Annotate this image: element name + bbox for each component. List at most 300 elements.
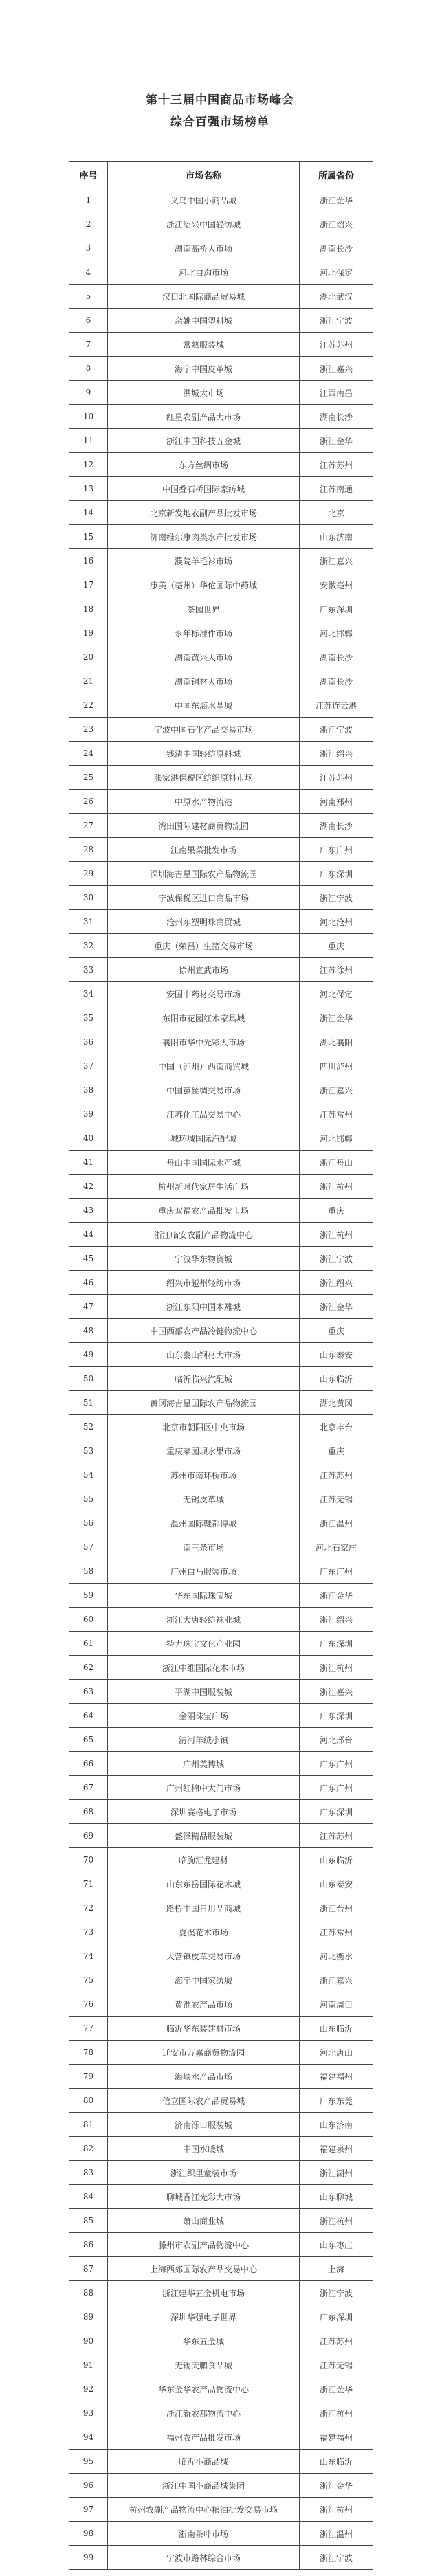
cell-rank: 7 xyxy=(69,333,108,357)
cell-rank: 95 xyxy=(69,2450,108,2474)
cell-market-name: 中国叠石桥国际家纺城 xyxy=(108,477,300,501)
cell-rank: 85 xyxy=(69,2209,108,2233)
cell-rank: 33 xyxy=(69,958,108,982)
table-row xyxy=(69,1126,373,1151)
cell-rank: 18 xyxy=(69,597,108,621)
cell-province: 山东临沂 xyxy=(300,1367,373,1391)
table-row xyxy=(69,1151,373,1175)
cell-rank: 64 xyxy=(69,1704,108,1728)
cell-market-name: 山东东岳国际花木城 xyxy=(108,1872,300,1896)
cell-province: 山东枣庄 xyxy=(300,2233,373,2257)
table-row xyxy=(69,549,373,573)
table-row xyxy=(69,2257,373,2281)
table-row xyxy=(69,1944,373,1968)
cell-province: 湖北武汉 xyxy=(300,285,373,309)
table-row xyxy=(69,573,373,597)
table-header-row xyxy=(69,162,373,188)
cell-market-name: 东阳市花园红木家具城 xyxy=(108,1006,300,1030)
cell-market-name: 义乌中国小商品城 xyxy=(108,188,300,212)
cell-province: 浙江嘉兴 xyxy=(300,1078,373,1102)
cell-province: 河北保定 xyxy=(300,982,373,1006)
cell-market-name: 杭州新时代家居生活广场 xyxy=(108,1175,300,1199)
table-row xyxy=(69,1559,373,1584)
cell-market-name: 余姚中国塑料城 xyxy=(108,309,300,333)
cell-market-name: 绍兴市越州轻纺市场 xyxy=(108,1271,300,1295)
cell-market-name: 东方丝绸市场 xyxy=(108,453,300,477)
table-row xyxy=(69,862,373,886)
cell-province: 江苏连云港 xyxy=(300,693,373,718)
table-row xyxy=(69,1896,373,1920)
cell-market-name: 红星农副产品大市场 xyxy=(108,405,300,429)
cell-market-name: 临沂临兴汽配城 xyxy=(108,1367,300,1391)
table-row xyxy=(69,2522,373,2546)
cell-market-name: 滕州市农副产品物流中心 xyxy=(108,2233,300,2257)
cell-market-name: 宁波华东物资城 xyxy=(108,1247,300,1271)
cell-rank: 43 xyxy=(69,1199,108,1223)
cell-province: 江苏苏州 xyxy=(300,1463,373,1487)
cell-province: 浙江金华 xyxy=(300,188,373,212)
cell-market-name: 茶园世界 xyxy=(108,597,300,621)
table-row xyxy=(69,597,373,621)
cell-rank: 97 xyxy=(69,2498,108,2522)
cell-market-name: 安国中药材交易市场 xyxy=(108,982,300,1006)
cell-rank: 98 xyxy=(69,2522,108,2546)
cell-province: 河北邯郸 xyxy=(300,1126,373,1151)
cell-market-name: 黄淮农产品市场 xyxy=(108,1992,300,2017)
cell-province: 广东东莞 xyxy=(300,2089,373,2113)
cell-market-name: 常熟服装城 xyxy=(108,333,300,357)
cell-rank: 41 xyxy=(69,1151,108,1175)
table-row xyxy=(69,2498,373,2522)
table-row xyxy=(69,1824,373,1848)
cell-rank: 99 xyxy=(69,2546,108,2570)
table-row xyxy=(69,1271,373,1295)
cell-province: 山东泰安 xyxy=(300,1872,373,1896)
cell-market-name: 城环城国际汽配城 xyxy=(108,1126,300,1151)
cell-province: 安徽亳州 xyxy=(300,573,373,597)
cell-rank: 92 xyxy=(69,2377,108,2401)
cell-rank: 79 xyxy=(69,2065,108,2089)
table-row xyxy=(69,501,373,525)
cell-market-name: 河北白沟市场 xyxy=(108,260,300,285)
cell-rank: 94 xyxy=(69,2425,108,2450)
cell-market-name: 特力珠宝文化产业园 xyxy=(108,1632,300,1656)
cell-province: 浙江金华 xyxy=(300,429,373,453)
cell-rank: 58 xyxy=(69,1559,108,1584)
table-row xyxy=(69,1295,373,1319)
cell-market-name: 湾田国际建材商贸物流园 xyxy=(108,814,300,838)
table-row xyxy=(69,309,373,333)
table-row xyxy=(69,838,373,862)
cell-province: 浙江宁波 xyxy=(300,718,373,742)
cell-market-name: 大营镇皮草交易市场 xyxy=(108,1944,300,1968)
table-row xyxy=(69,1223,373,1247)
table-row xyxy=(69,1102,373,1126)
table-row xyxy=(69,2329,373,2353)
table-row xyxy=(69,1776,373,1800)
cell-rank: 69 xyxy=(69,1824,108,1848)
cell-market-name: 广州红棉中大门市场 xyxy=(108,1776,300,1800)
cell-rank: 84 xyxy=(69,2185,108,2209)
cell-rank: 10 xyxy=(69,405,108,429)
table-row xyxy=(69,2161,373,2185)
cell-market-name: 清河羊绒小镇 xyxy=(108,1728,300,1752)
cell-rank: 32 xyxy=(69,934,108,958)
cell-market-name: 浙江东阳中国木雕城 xyxy=(108,1295,300,1319)
cell-rank: 4 xyxy=(69,260,108,285)
cell-market-name: 徐州宣武市场 xyxy=(108,958,300,982)
cell-province: 湖北襄阳 xyxy=(300,1030,373,1054)
table-row xyxy=(69,2041,373,2065)
cell-province: 广东广州 xyxy=(300,1752,373,1776)
cell-market-name: 北京新发地农副产品批发市场 xyxy=(108,501,300,525)
cell-rank: 20 xyxy=(69,645,108,669)
cell-rank: 22 xyxy=(69,693,108,718)
cell-rank: 81 xyxy=(69,2113,108,2137)
cell-province: 江苏苏州 xyxy=(300,453,373,477)
cell-province: 浙江嘉兴 xyxy=(300,357,373,381)
table-row xyxy=(69,2401,373,2425)
cell-province: 山东临沂 xyxy=(300,2450,373,2474)
cell-rank: 90 xyxy=(69,2329,108,2353)
cell-market-name: 中国东海水晶城 xyxy=(108,693,300,718)
cell-province: 山东临沂 xyxy=(300,1848,373,1872)
cell-market-name: 浙江织里童装市场 xyxy=(108,2161,300,2185)
cell-province: 河北石家庄 xyxy=(300,1535,373,1559)
cell-market-name: 北京市朝阳区中央市场 xyxy=(108,1415,300,1439)
cell-province: 江苏苏州 xyxy=(300,333,373,357)
table-row xyxy=(69,477,373,501)
cell-rank: 27 xyxy=(69,814,108,838)
cell-rank: 83 xyxy=(69,2161,108,2185)
cell-rank: 44 xyxy=(69,1223,108,1247)
cell-province: 江苏苏州 xyxy=(300,2329,373,2353)
cell-market-name: 深圳赛格电子市场 xyxy=(108,1800,300,1824)
cell-market-name: 湖南高桥大市场 xyxy=(108,236,300,260)
cell-market-name: 济南泺口服装城 xyxy=(108,2113,300,2137)
cell-market-name: 江苏化工品交易中心 xyxy=(108,1102,300,1126)
cell-rank: 12 xyxy=(69,453,108,477)
cell-province: 浙江金华 xyxy=(300,1006,373,1030)
cell-province: 北京丰台 xyxy=(300,1415,373,1439)
table-row xyxy=(69,1608,373,1632)
table-body xyxy=(69,188,373,2570)
table-row xyxy=(69,405,373,429)
table-row xyxy=(69,742,373,766)
cell-rank: 73 xyxy=(69,1920,108,1944)
page-subtitle: 综合百强市场榜单 xyxy=(170,115,270,129)
cell-rank: 11 xyxy=(69,429,108,453)
cell-rank: 91 xyxy=(69,2353,108,2377)
cell-province: 江苏南通 xyxy=(300,477,373,501)
cell-market-name: 襄阳市华中光彩大市场 xyxy=(108,1030,300,1054)
cell-market-name: 广州美博城 xyxy=(108,1752,300,1776)
table-row xyxy=(69,1367,373,1391)
header-market-name: 市场名称 xyxy=(108,162,300,188)
cell-rank: 82 xyxy=(69,2137,108,2161)
table-row xyxy=(69,1535,373,1559)
cell-rank: 61 xyxy=(69,1632,108,1656)
cell-rank: 96 xyxy=(69,2474,108,2498)
cell-market-name: 上海西郊国际农产品交易中心 xyxy=(108,2257,300,2281)
table-row xyxy=(69,188,373,212)
cell-province: 广东广州 xyxy=(300,838,373,862)
cell-province: 江苏徐州 xyxy=(300,958,373,982)
cell-market-name: 金丽珠宝广场 xyxy=(108,1704,300,1728)
table-row xyxy=(69,1319,373,1343)
cell-market-name: 华东五金城 xyxy=(108,2329,300,2353)
table-row xyxy=(69,766,373,790)
cell-market-name: 聊城香江光彩大市场 xyxy=(108,2185,300,2209)
cell-market-name: 山东泰山钢材大市场 xyxy=(108,1343,300,1367)
table-row xyxy=(69,886,373,910)
cell-rank: 23 xyxy=(69,718,108,742)
table-row xyxy=(69,333,373,357)
cell-market-name: 临沂小商品城 xyxy=(108,2450,300,2474)
cell-market-name: 杭州农副产品物流中心粮油批发交易市场 xyxy=(108,2498,300,2522)
cell-rank: 1 xyxy=(69,188,108,212)
cell-market-name: 张家港保税区纺织原料市场 xyxy=(108,766,300,790)
table-row xyxy=(69,1800,373,1824)
cell-province: 湖南长沙 xyxy=(300,645,373,669)
cell-rank: 42 xyxy=(69,1175,108,1199)
table-row xyxy=(69,1728,373,1752)
cell-rank: 19 xyxy=(69,621,108,645)
cell-market-name: 舟山中国国际水产城 xyxy=(108,1151,300,1175)
cell-province: 广东广州 xyxy=(300,1559,373,1584)
title-block xyxy=(0,89,440,133)
cell-market-name: 浙江建华五金机电市场 xyxy=(108,2281,300,2305)
cell-rank: 66 xyxy=(69,1752,108,1776)
table-row xyxy=(69,1175,373,1199)
cell-rank: 86 xyxy=(69,2233,108,2257)
cell-rank: 88 xyxy=(69,2281,108,2305)
table-row xyxy=(69,2089,373,2113)
cell-rank: 52 xyxy=(69,1415,108,1439)
table-row xyxy=(69,1439,373,1463)
cell-province: 河北邯郸 xyxy=(300,621,373,645)
cell-market-name: 温州国际鞋都博城 xyxy=(108,1511,300,1535)
cell-rank: 15 xyxy=(69,525,108,549)
cell-market-name: 福州农产品批发市场 xyxy=(108,2425,300,2450)
cell-province: 江西南昌 xyxy=(300,381,373,405)
table-row xyxy=(69,1343,373,1367)
table-row xyxy=(69,2546,373,2570)
cell-rank: 72 xyxy=(69,1896,108,1920)
table-row xyxy=(69,1704,373,1728)
cell-province: 湖南长沙 xyxy=(300,814,373,838)
cell-rank: 89 xyxy=(69,2305,108,2329)
cell-province: 浙江杭州 xyxy=(300,2401,373,2425)
cell-rank: 25 xyxy=(69,766,108,790)
cell-province: 上海 xyxy=(300,2257,373,2281)
cell-province: 重庆 xyxy=(300,934,373,958)
cell-rank: 50 xyxy=(69,1367,108,1391)
cell-province: 浙江杭州 xyxy=(300,2209,373,2233)
cell-province: 广东广州 xyxy=(300,1776,373,1800)
cell-province: 广东深圳 xyxy=(300,1704,373,1728)
cell-province: 浙江嘉兴 xyxy=(300,1680,373,1704)
table-row xyxy=(69,2017,373,2041)
cell-province: 浙江金华 xyxy=(300,1295,373,1319)
cell-rank: 71 xyxy=(69,1872,108,1896)
cell-rank: 31 xyxy=(69,910,108,934)
cell-province: 湖南长沙 xyxy=(300,669,373,693)
cell-province: 江苏无锡 xyxy=(300,2353,373,2377)
table-row xyxy=(69,934,373,958)
cell-province: 山东济南 xyxy=(300,525,373,549)
cell-province: 福建福州 xyxy=(300,2065,373,2089)
table-row xyxy=(69,236,373,260)
cell-province: 浙江杭州 xyxy=(300,1656,373,1680)
cell-rank: 35 xyxy=(69,1006,108,1030)
cell-province: 浙江金华 xyxy=(300,2377,373,2401)
table-row xyxy=(69,212,373,236)
cell-rank: 78 xyxy=(69,2041,108,2065)
cell-province: 浙江嘉兴 xyxy=(300,1968,373,1992)
cell-rank: 76 xyxy=(69,1992,108,2017)
cell-rank: 13 xyxy=(69,477,108,501)
cell-rank: 9 xyxy=(69,381,108,405)
cell-market-name: 浙江中国小商品城集团 xyxy=(108,2474,300,2498)
cell-rank: 36 xyxy=(69,1030,108,1054)
cell-province: 河北衡水 xyxy=(300,1944,373,1968)
cell-market-name: 浙南茶叶市场 xyxy=(108,2522,300,2546)
cell-province: 浙江湖州 xyxy=(300,2161,373,2185)
cell-market-name: 宁波中国石化产品交易市场 xyxy=(108,718,300,742)
cell-rank: 28 xyxy=(69,838,108,862)
cell-market-name: 汉口北国际商品贸易城 xyxy=(108,285,300,309)
cell-rank: 29 xyxy=(69,862,108,886)
table-row xyxy=(69,285,373,309)
cell-rank: 65 xyxy=(69,1728,108,1752)
cell-rank: 34 xyxy=(69,982,108,1006)
cell-market-name: 重庆（荣昌）生猪交易市场 xyxy=(108,934,300,958)
table-row xyxy=(69,1848,373,1872)
cell-rank: 75 xyxy=(69,1968,108,1992)
table-row xyxy=(69,381,373,405)
cell-market-name: 洪城大市场 xyxy=(108,381,300,405)
table-row xyxy=(69,1415,373,1439)
table-row xyxy=(69,1968,373,1992)
cell-market-name: 萧山商业城 xyxy=(108,2209,300,2233)
cell-rank: 45 xyxy=(69,1247,108,1271)
cell-province: 浙江绍兴 xyxy=(300,212,373,236)
cell-rank: 37 xyxy=(69,1054,108,1078)
table-row xyxy=(69,790,373,814)
table-row xyxy=(69,1511,373,1535)
cell-market-name: 华东国际珠宝城 xyxy=(108,1584,300,1608)
cell-province: 广东深圳 xyxy=(300,1800,373,1824)
table-row xyxy=(69,1487,373,1511)
cell-rank: 26 xyxy=(69,790,108,814)
table-row xyxy=(69,2425,373,2450)
cell-province: 江苏苏州 xyxy=(300,766,373,790)
cell-province: 浙江金华 xyxy=(300,1584,373,1608)
table-row xyxy=(69,453,373,477)
table-row xyxy=(69,718,373,742)
table-row xyxy=(69,669,373,693)
cell-province: 浙江温州 xyxy=(300,1511,373,1535)
table-row xyxy=(69,525,373,549)
cell-market-name: 无锡天鹏食品城 xyxy=(108,2353,300,2377)
cell-province: 浙江嘉兴 xyxy=(300,549,373,573)
cell-market-name: 康美（亳州）华佗国际中药城 xyxy=(108,573,300,597)
cell-rank: 49 xyxy=(69,1343,108,1367)
table-row xyxy=(69,2233,373,2257)
cell-rank: 6 xyxy=(69,309,108,333)
cell-rank: 2 xyxy=(69,212,108,236)
table-row xyxy=(69,645,373,669)
cell-province: 广东深圳 xyxy=(300,2305,373,2329)
cell-market-name: 浙江中国科技五金城 xyxy=(108,429,300,453)
cell-market-name: 临朐汇龙建材 xyxy=(108,1848,300,1872)
table-row xyxy=(69,1752,373,1776)
cell-rank: 62 xyxy=(69,1656,108,1680)
cell-market-name: 夏溪花木市场 xyxy=(108,1920,300,1944)
cell-market-name: 广州白马服装市场 xyxy=(108,1559,300,1584)
cell-market-name: 临沂华东装建材市场 xyxy=(108,2017,300,2041)
cell-market-name: 无锡皮革城 xyxy=(108,1487,300,1511)
cell-province: 浙江杭州 xyxy=(300,1175,373,1199)
cell-market-name: 中国水暖城 xyxy=(108,2137,300,2161)
table-row xyxy=(69,2281,373,2305)
cell-market-name: 钱清中国轻纺原料城 xyxy=(108,742,300,766)
cell-rank: 39 xyxy=(69,1102,108,1126)
cell-rank: 93 xyxy=(69,2401,108,2425)
cell-rank: 3 xyxy=(69,236,108,260)
table-row xyxy=(69,814,373,838)
cell-market-name: 华东金华农产品物流中心 xyxy=(108,2377,300,2401)
cell-market-name: 海宁中国家纺城 xyxy=(108,1968,300,1992)
cell-market-name: 浙江大唐轻纺袜业城 xyxy=(108,1608,300,1632)
cell-rank: 54 xyxy=(69,1463,108,1487)
table-row xyxy=(69,357,373,381)
cell-market-name: 平湖中国服装城 xyxy=(108,1680,300,1704)
cell-province: 浙江宁波 xyxy=(300,1247,373,1271)
cell-market-name: 迁安市万嘉商贸物流园 xyxy=(108,2041,300,2065)
cell-province: 山东济南 xyxy=(300,2113,373,2137)
cell-rank: 56 xyxy=(69,1511,108,1535)
cell-market-name: 浙江临安农副产品物流中心 xyxy=(108,1223,300,1247)
cell-market-name: 宁波保税区进口商品市场 xyxy=(108,886,300,910)
cell-province: 浙江台州 xyxy=(300,1896,373,1920)
table-row xyxy=(69,693,373,718)
cell-market-name: 江南果菜批发市场 xyxy=(108,838,300,862)
cell-province: 福建福州 xyxy=(300,2425,373,2450)
cell-rank: 53 xyxy=(69,1439,108,1463)
table-row xyxy=(69,429,373,453)
cell-market-name: 中国（泸州）西南商贸城 xyxy=(108,1054,300,1078)
cell-rank: 67 xyxy=(69,1776,108,1800)
cell-rank: 74 xyxy=(69,1944,108,1968)
cell-province: 北京 xyxy=(300,501,373,525)
cell-province: 浙江宁波 xyxy=(300,2546,373,2570)
cell-rank: 14 xyxy=(69,501,108,525)
cell-market-name: 中国西部农产品冷链物流中心 xyxy=(108,1319,300,1343)
cell-market-name: 重庆双福农产品批发市场 xyxy=(108,1199,300,1223)
table-row xyxy=(69,2065,373,2089)
cell-province: 江苏无锡 xyxy=(300,1487,373,1511)
cell-province: 江苏常州 xyxy=(300,1920,373,1944)
cell-rank: 63 xyxy=(69,1680,108,1704)
cell-province: 江苏常州 xyxy=(300,1102,373,1126)
cell-market-name: 路桥中国日用品商城 xyxy=(108,1896,300,1920)
cell-rank: 51 xyxy=(69,1391,108,1415)
cell-market-name: 南三条市场 xyxy=(108,1535,300,1559)
cell-rank: 59 xyxy=(69,1584,108,1608)
cell-province: 浙江绍兴 xyxy=(300,742,373,766)
